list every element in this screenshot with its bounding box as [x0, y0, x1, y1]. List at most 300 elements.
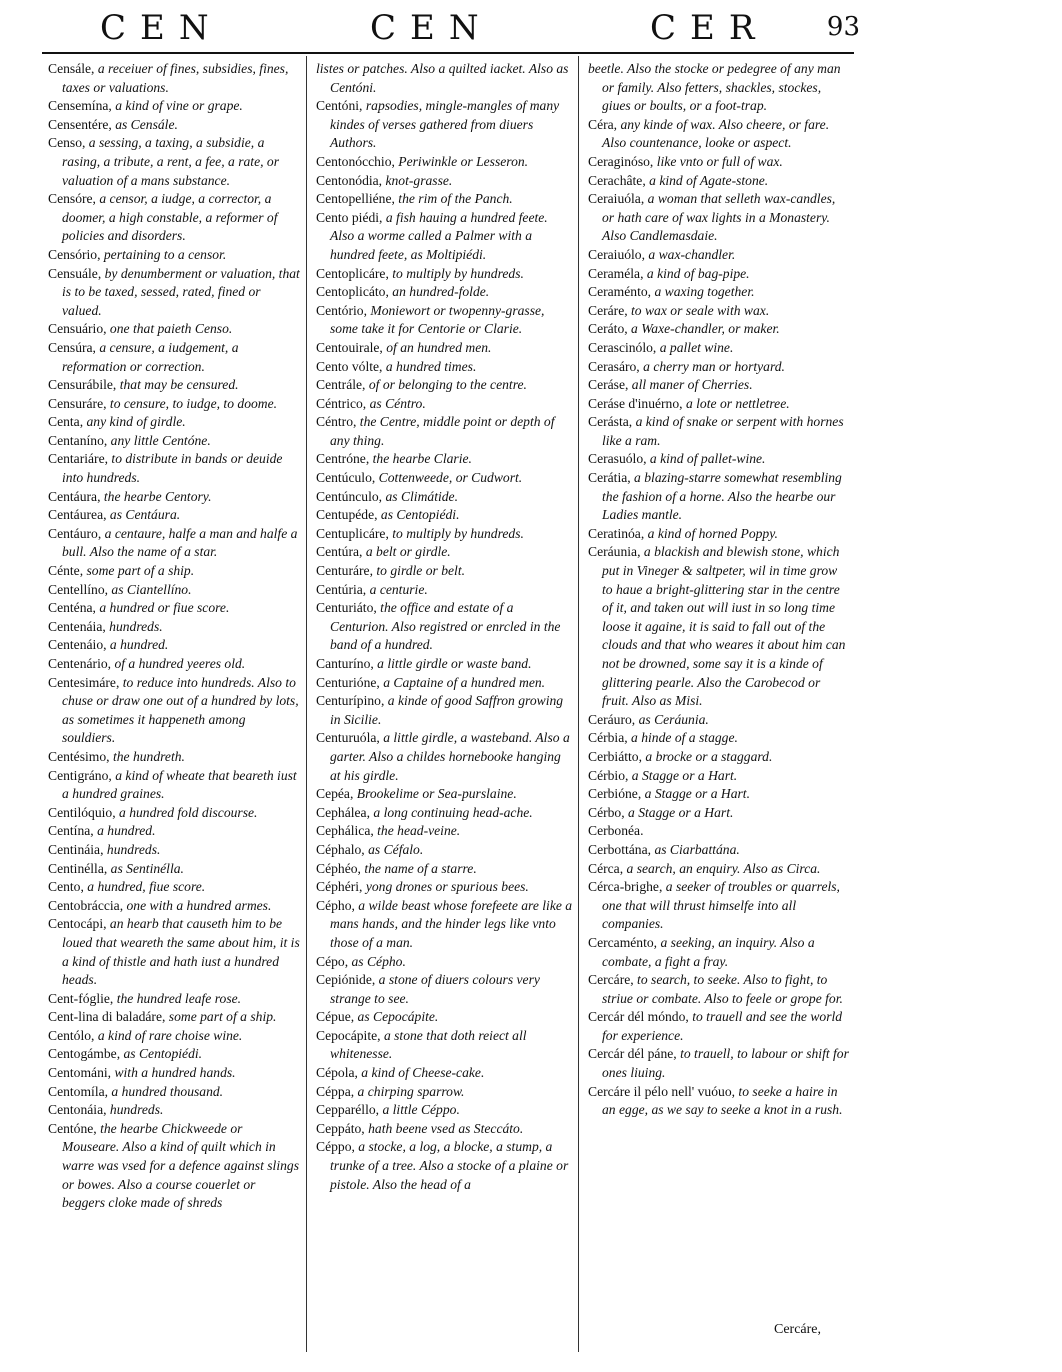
entry-headword: Cerátia, — [588, 470, 631, 486]
entry-headword: Centúnculo, — [316, 488, 383, 504]
entry-headword: Centesimáre, — [48, 674, 120, 690]
dictionary-entry — [48, 506, 300, 525]
entry-definition: the office and estate of a Centurion. Also registred or enrcled in the band of a hundred. — [330, 600, 561, 653]
entry-headword: Céphalo, — [316, 841, 365, 857]
entry-headword: Censúra, — [48, 339, 96, 355]
dictionary-entry — [316, 60, 574, 97]
entry-definition: any kinde of wax. Also cheere, or fare. Also countenance, looke or aspect. — [602, 116, 830, 151]
dictionary-entry — [48, 190, 300, 246]
entry-headword: Cercaménto, — [588, 934, 658, 950]
entry-headword: Cérbio, — [588, 767, 629, 783]
dictionary-entry — [316, 785, 574, 804]
entry-definition: a sessing, a taxing, a subsidie, a rasing, a tribute, a rent, a fee, a rate, or valuation of a mans substance. — [62, 135, 279, 188]
entry-headword: Cerásta, — [588, 414, 633, 430]
dictionary-entry — [48, 562, 300, 581]
entry-headword: Censentére, — [48, 116, 112, 132]
dictionary-entry — [48, 265, 300, 321]
dictionary-entry — [316, 897, 574, 953]
entry-headword: Céntrico, — [316, 395, 367, 411]
entry-headword: Cépo, — [316, 953, 349, 969]
entry-definition: as Centopiédi. — [120, 1046, 203, 1062]
dictionary-entry — [588, 1008, 850, 1045]
entry-definition: a seeker of troubles or quarrels, one that will thrust himselfe into all companies. — [602, 879, 840, 932]
entry-headword: Centáuro, — [48, 525, 102, 541]
dictionary-entry — [316, 190, 574, 209]
entry-headword: Centóni, — [316, 98, 363, 114]
entry-definition: any kind of girdle. — [83, 414, 186, 430]
entry-headword: Céphéri, — [316, 879, 363, 895]
entry-definition: that may be censured. — [116, 377, 239, 393]
entry-definition: to distribute in bands or deuide into hundreds. — [62, 451, 283, 486]
entry-definition: a stocke, a log, a blocke, a stump, a trunke of a tree. Also a stocke of a plaine or pistole. Also the head of a — [330, 1139, 569, 1192]
dictionary-entry — [48, 1101, 300, 1120]
entry-definition: to multiply by hundreds. — [388, 265, 524, 281]
dictionary-entry — [48, 841, 300, 860]
column-divider — [306, 56, 307, 1352]
entry-headword: Ceraiuóla, — [588, 191, 645, 207]
entry-headword: Centinélla, — [48, 860, 108, 876]
entry-headword: Ceráuro, — [588, 711, 636, 727]
dictionary-entry — [316, 692, 574, 729]
entry-headword: Centenário, — [48, 656, 112, 671]
entry-definition: an hundred-folde. — [388, 284, 490, 300]
entry-headword: Centenáia, — [48, 618, 106, 634]
dictionary-entry — [316, 822, 574, 841]
entry-definition: a chirping sparrow. — [354, 1083, 465, 1099]
entry-headword: Céra, — [588, 116, 618, 132]
dictionary-entry — [48, 97, 300, 116]
dictionary-entry — [48, 1120, 300, 1213]
entry-headword: Centório, — [316, 302, 367, 318]
entry-headword: Centonócchio, — [316, 153, 395, 169]
dictionary-entry — [48, 655, 300, 674]
entry-headword: Centína, — [48, 823, 94, 839]
entry-definition: hath beene vsed as Steccáto. — [364, 1120, 524, 1136]
dictionary-entry — [48, 618, 300, 637]
entry-definition: a centurie. — [366, 581, 428, 597]
entry-definition: some part of a ship. — [165, 1009, 277, 1025]
dictionary-entry — [588, 246, 850, 265]
dictionary-entry — [316, 599, 574, 655]
entry-definition: to wax or seale with wax. — [627, 302, 770, 318]
entry-definition: a wax-chandler. — [645, 246, 736, 262]
entry-definition: all maner of Cherries. — [628, 377, 753, 393]
dictionary-entry — [316, 953, 574, 972]
entry-headword: Ceraménto, — [588, 284, 652, 300]
entry-definition: a lote or nettletree. — [682, 395, 790, 411]
entry-definition: a search, an enquiry. Also as Circa. — [623, 860, 821, 876]
entry-definition: as Centopiédi. — [377, 507, 460, 523]
entry-definition: a hundred thousand. — [108, 1083, 224, 1099]
column-1 — [48, 60, 300, 1213]
entry-headword: Cepocápite, — [316, 1027, 381, 1043]
dictionary-entry — [48, 1083, 300, 1102]
page-number: 93 — [826, 12, 860, 42]
entry-definition: one with a hundred armes. — [123, 897, 272, 913]
entry-definition: a hundred times. — [382, 358, 477, 374]
entry-definition: Moniewort or twopenny-grasse, some take it for Centorie or Clarie. — [330, 302, 545, 337]
entry-headword: Cephálica, — [316, 823, 374, 839]
dictionary-entry — [48, 1064, 300, 1083]
entry-definition: as Climátide. — [382, 488, 458, 504]
entry-headword: Centouirale, — [316, 339, 383, 355]
dictionary-entry — [588, 934, 850, 971]
entry-definition: to multiply by hundreds. — [388, 525, 524, 541]
entry-headword: Centoplicáre, — [316, 265, 389, 281]
entry-definition: the hearbe Chickweede or Mouseare. Also a kind of quilt which in warre was vsed for a defence against slings or bowes. Also a course couerlet or beggers cloke made of shreds — [62, 1120, 299, 1211]
dictionary-entry — [316, 1120, 574, 1139]
dictionary-entry — [316, 265, 574, 284]
dictionary-entry — [48, 822, 300, 841]
entry-definition: as Ciantellíno. — [108, 581, 192, 597]
header-middle-word: CEN — [370, 8, 493, 48]
entry-headword: Cercár dél páne, — [588, 1046, 677, 1062]
entry-headword: Cent-lina di baladáre, — [48, 1009, 166, 1025]
dictionary-entry — [48, 636, 300, 655]
entry-headword: Censále, — [48, 61, 95, 76]
entry-definition: a woman that selleth wax-candles, or hath care of wax lights in a Monastery. Also Candlemasdaie. — [602, 191, 836, 244]
dictionary-entry — [48, 320, 300, 339]
entry-definition: a kinde of good Saffron growing in Sicilie. — [330, 693, 564, 727]
entry-headword: Ceráse, — [588, 377, 629, 393]
entry-headword: Centurípino, — [316, 693, 385, 709]
entry-headword: Ceráunia, — [588, 544, 641, 560]
dictionary-entry — [48, 1027, 300, 1046]
entry-headword: Centonódia, — [316, 172, 383, 188]
header-left-word: CEN — [100, 8, 223, 48]
dictionary-entry — [588, 525, 850, 544]
entry-definition: a kind of wheate that beareth iust a hundred graines. — [62, 767, 297, 802]
entry-definition: a Stagge or a Hart. — [628, 767, 738, 783]
entry-definition: a little Céppo. — [379, 1102, 460, 1118]
entry-definition: a fish hauing a hundred feete. Also a worme called a Palmer with a hundred feete, as Moltipiédi. — [330, 209, 548, 262]
entry-headword: Centigráno, — [48, 767, 112, 783]
column-3 — [588, 60, 850, 1120]
entry-definition: as Censále. — [111, 116, 178, 132]
entry-headword: Centólo, — [48, 1027, 95, 1043]
entry-definition: the hearbe Centory. — [100, 488, 212, 504]
dictionary-entry — [588, 153, 850, 172]
dictionary-entry — [48, 450, 300, 487]
entry-definition: rapsodies, mingle-mangles of many kindes of verses gathered from diuers Authors. — [330, 98, 560, 151]
entry-definition: a kind of Agate-stone. — [645, 172, 769, 188]
dictionary-entry — [48, 581, 300, 600]
dictionary-entry — [48, 413, 300, 432]
entry-definition: a kind of Cheese-cake. — [357, 1065, 485, 1081]
entry-headword: Canturíno, — [316, 656, 374, 671]
entry-definition: a hundred. — [93, 823, 156, 839]
entry-definition: as Ciarbattána. — [651, 841, 740, 857]
entry-definition: a centaure, halfe a man and halfe a bull. Also the name of a star. — [62, 525, 298, 560]
entry-headword: Cérbo, — [588, 804, 625, 820]
entry-definition: Brookelime or Sea-purslaine. — [353, 786, 517, 802]
entry-definition: beetle. Also the stocke or pedegree of any man or family. Also fetters, shackles, stockes, giues or boults, or a foot-trap. — [588, 61, 841, 114]
entry-definition: as Centáura. — [106, 507, 181, 523]
column-2 — [316, 60, 574, 1194]
entry-headword: Centomíla, — [48, 1083, 109, 1099]
entry-definition: to reduce into hundreds. Also to chuse or draw one out of a hundred by lots, as sometimes it happeneth among souldiers. — [62, 674, 299, 746]
entry-headword: Censemína, — [48, 98, 112, 114]
entry-headword: Centésimo, — [48, 748, 110, 764]
dictionary-entry — [316, 674, 574, 693]
entry-headword: Centáurea, — [48, 507, 107, 523]
dictionary-entry — [48, 488, 300, 507]
dictionary-entry — [48, 674, 300, 748]
dictionary-entry — [316, 358, 574, 377]
entry-definition: a little girdle or waste band. — [373, 656, 532, 671]
entry-headword: Cerbonéa. — [588, 823, 644, 839]
dictionary-entry — [316, 860, 574, 879]
entry-headword: Céppo, — [316, 1139, 355, 1155]
dictionary-entry — [316, 302, 574, 339]
entry-headword: Cépue, — [316, 1009, 355, 1025]
entry-headword: Cephálea, — [316, 804, 370, 820]
entry-definition: a kind of snake or serpent with hornes like a ram. — [602, 414, 844, 448]
entry-definition: the name of a starre. — [360, 860, 477, 876]
dictionary-entry — [316, 1138, 574, 1194]
entry-headword: Cépho, — [316, 897, 355, 913]
dictionary-entry — [588, 395, 850, 414]
entry-definition: a receiuer of fines, subsidies, fines, taxes or valuations. — [62, 61, 289, 95]
entry-definition: a kind of horned Poppy. — [644, 525, 778, 541]
entry-headword: Ceratinóa, — [588, 525, 645, 541]
dictionary-entry — [316, 209, 574, 265]
dictionary-entry — [316, 283, 574, 302]
entry-headword: Centrále, — [316, 377, 366, 393]
entry-definition: a censor, a iudge, a corrector, a doomer, a high constable, a reformer of policies and disorders. — [62, 191, 278, 244]
entry-definition: listes or patches. Also a quilted iacket. Also as Centóni. — [316, 61, 569, 95]
entry-definition: Periwinkle or Lesseron. — [394, 153, 529, 169]
dictionary-entry — [48, 134, 300, 190]
dictionary-entry — [588, 116, 850, 153]
entry-definition: to trauell and see the world for experience. — [602, 1009, 843, 1043]
dictionary-entry — [588, 1083, 850, 1120]
entry-definition: the head-veine. — [373, 823, 461, 839]
dictionary-entry — [48, 1008, 300, 1027]
dictionary-entry — [316, 562, 574, 581]
entry-definition: hundreds. — [105, 618, 163, 634]
entry-definition: Cottenweede, or Cudwort. — [375, 470, 523, 486]
dictionary-entry — [588, 265, 850, 284]
entry-definition: a wilde beast whose forefeete are like a mans hands, and the hinder legs like vnto those of a man. — [330, 897, 573, 950]
dictionary-entry — [48, 246, 300, 265]
entry-headword: Cerasáro, — [588, 358, 640, 374]
entry-definition: the Centre, middle point or depth of any thing. — [330, 414, 555, 448]
dictionary-entry — [316, 469, 574, 488]
entry-headword: Ceraiuólo, — [588, 246, 646, 262]
dictionary-entry — [588, 172, 850, 191]
dictionary-entry — [588, 339, 850, 358]
dictionary-entry — [316, 450, 574, 469]
dictionary-entry — [316, 506, 574, 525]
entry-headword: Censo, — [48, 135, 86, 151]
dictionary-entry — [316, 971, 574, 1008]
entry-headword: Centóne, — [48, 1120, 97, 1136]
dictionary-entry — [316, 878, 574, 897]
dictionary-entry — [316, 97, 574, 153]
entry-definition: a hundred fold discourse. — [115, 804, 258, 820]
header-right-word: CER — [650, 8, 769, 48]
entry-definition: of or belonging to the centre. — [365, 377, 527, 393]
dictionary-entry — [588, 376, 850, 395]
dictionary-entry — [588, 413, 850, 450]
dictionary-entry — [48, 60, 300, 97]
dictionary-entry — [48, 395, 300, 414]
entry-headword: Centellíno, — [48, 581, 109, 597]
entry-headword: Centupéde, — [316, 507, 378, 523]
entry-definition: a Captaine of a hundred men. — [379, 674, 546, 690]
dictionary-entry — [588, 1045, 850, 1082]
entry-definition: to censure, to iudge, to doome. — [106, 395, 278, 411]
entry-headword: Centurióne, — [316, 674, 380, 690]
entry-definition: a censure, a iudgement, a reformation or correction. — [62, 339, 239, 374]
dictionary-entry — [588, 767, 850, 786]
entry-definition: a long continuing head-ache. — [369, 804, 533, 820]
entry-headword: Cento vólte, — [316, 358, 383, 374]
entry-definition: with a hundred hands. — [111, 1065, 236, 1081]
entry-headword: Cérca-brighe, — [588, 879, 663, 895]
dictionary-entry — [48, 767, 300, 804]
entry-definition: a kind of rare choise wine. — [94, 1027, 243, 1043]
entry-headword: Centuplicáre, — [316, 525, 389, 541]
entry-definition: as Ceráunia. — [635, 711, 709, 727]
running-header — [40, 6, 860, 46]
entry-definition: any little Centóne. — [107, 432, 211, 448]
entry-headword: Censóre, — [48, 191, 96, 207]
entry-definition: to seeke a haire in an egge, as we say to seeke a knot in a rush. — [602, 1083, 843, 1118]
entry-definition: as Céntro. — [366, 395, 426, 411]
entry-headword: Cento piédi, — [316, 209, 383, 225]
dictionary-entry — [588, 822, 850, 841]
entry-definition: a little girdle, a wasteband. Also a garter. Also a childes hornebooke hanging at his girdle. — [330, 730, 570, 783]
entry-headword: Centuruóla, — [316, 730, 380, 746]
dictionary-entry — [588, 729, 850, 748]
dictionary-entry — [588, 711, 850, 730]
entry-definition: hundreds. — [103, 841, 161, 857]
entry-headword: Centróne, — [316, 451, 370, 467]
dictionary-entry — [316, 413, 574, 450]
entry-headword: Cérbia, — [588, 730, 628, 746]
entry-definition: a Waxe-chandler, or maker. — [627, 321, 780, 337]
dictionary-entry — [48, 990, 300, 1009]
entry-headword: Centogámbe, — [48, 1046, 121, 1062]
entry-definition: a seeking, an inquiry. Also a combate, a fight a fray. — [602, 934, 815, 969]
dictionary-entry — [48, 116, 300, 135]
dictionary-entry — [48, 525, 300, 562]
dictionary-entry — [48, 860, 300, 879]
entry-definition: hundreds. — [106, 1102, 164, 1118]
dictionary-entry — [588, 283, 850, 302]
entry-headword: Centobráccia, — [48, 897, 124, 913]
entry-definition: of a hundred yeeres old. — [111, 656, 246, 671]
entry-definition: a kind of bag-pipe. — [643, 265, 750, 281]
dictionary-entry — [48, 804, 300, 823]
dictionary-entry — [588, 320, 850, 339]
dictionary-entry — [316, 376, 574, 395]
dictionary-entry — [588, 302, 850, 321]
header-rule — [42, 52, 854, 54]
entry-definition: a cherry man or hortyard. — [639, 358, 785, 374]
entry-headword: Centenáio, — [48, 637, 107, 653]
entry-headword: Céntro, — [316, 414, 357, 430]
entry-definition: of an hundred men. — [382, 339, 492, 355]
dictionary-entry — [316, 581, 574, 600]
entry-headword: Censuále, — [48, 265, 102, 281]
entry-headword: Censório, — [48, 246, 101, 262]
dictionary-entry — [48, 915, 300, 989]
entry-headword: Cerbiátto, — [588, 748, 642, 764]
entry-definition: like vnto or full of wax. — [653, 153, 783, 169]
column-divider — [578, 56, 579, 1352]
entry-definition: yong drones or spurious bees. — [362, 879, 529, 895]
entry-headword: Centilóquio, — [48, 804, 116, 820]
dictionary-entry — [588, 785, 850, 804]
entry-definition: to search, to seeke. Also to fight, to striue or combate. Also to feele or grope for. — [602, 972, 843, 1006]
dictionary-entry — [316, 172, 574, 191]
entry-definition: a kind of pallet-wine. — [646, 451, 766, 467]
dictionary-entry — [588, 971, 850, 1008]
entry-headword: Centuriáto, — [316, 600, 377, 616]
entry-headword: Centáura, — [48, 488, 101, 504]
entry-headword: Ceráre, — [588, 302, 628, 318]
entry-definition: as Cepocápite. — [354, 1009, 439, 1025]
dictionary-entry — [316, 1027, 574, 1064]
entry-definition: a hundred, fiue score. — [83, 879, 206, 895]
dictionary-entry — [588, 358, 850, 377]
entry-definition: one that paieth Censo. — [106, 321, 233, 337]
entry-definition: a kind of vine or grape. — [111, 98, 243, 114]
entry-definition: a blazing-starre somewhat resembling the fashion of a horne. Also the hearbe our Ladies mantle. — [602, 470, 842, 523]
dictionary-entry — [316, 1064, 574, 1083]
entry-definition: a belt or girdle. — [362, 544, 451, 560]
dictionary-entry — [588, 450, 850, 469]
entry-definition: a stone that doth reiect all whitenesse. — [330, 1027, 527, 1062]
entry-headword: Cerasuólo, — [588, 451, 647, 467]
dictionary-entry — [316, 395, 574, 414]
entry-headword: Centúria, — [316, 581, 367, 597]
entry-definition: a pallet wine. — [656, 339, 734, 355]
entry-definition: by denumberment or valuation, that is to be taxed, sessed, rated, fined or valued. — [62, 265, 300, 318]
entry-definition: a blackish and blewish stone, which put in Vineger & saltpeter, wil in time grow to haue a bright-glittering star in the centre of it, and taken out will iust in so long time loose it againe, it is said to fall out of the clouds and that who weares it about him can not be drowned, some say it is a kinde of glittering pearle. Also the Carobecod or fruit. Also as Misi. — [602, 544, 846, 709]
dictionary-entry — [316, 339, 574, 358]
entry-definition: a Stagge or a Hart. — [624, 804, 734, 820]
entry-headword: Centariáre, — [48, 451, 109, 467]
dictionary-entry — [316, 1008, 574, 1027]
entry-headword: Ceráse d'inuérno, — [588, 395, 683, 411]
dictionary-entry — [48, 878, 300, 897]
entry-headword: Censuário, — [48, 321, 107, 337]
entry-definition: a stone of diuers colours very strange to see. — [330, 972, 540, 1006]
entry-headword: Cеppáto, — [316, 1120, 365, 1136]
entry-headword: Cepéa, — [316, 786, 354, 802]
entry-headword: Centináia, — [48, 841, 104, 857]
dictionary-entry — [48, 432, 300, 451]
dictionary-entry — [316, 1083, 574, 1102]
entry-definition: an hearb that causeth him to be loued that weareth the same about him, it is a kind of thistle and hath iust a hundred heads. — [62, 916, 300, 988]
entry-headword: Censuráre, — [48, 395, 107, 411]
entry-headword: Cercáre il pélo nell' vuóuo, — [588, 1083, 736, 1099]
entry-headword: Centonáia, — [48, 1102, 107, 1118]
dictionary-entry — [588, 878, 850, 934]
entry-headword: Centúculo, — [316, 470, 376, 486]
entry-headword: Cepparéllo, — [316, 1102, 380, 1118]
entry-definition: a hundred. — [106, 637, 169, 653]
entry-headword: Cerbottána, — [588, 841, 652, 857]
entry-definition: the hundreth. — [109, 748, 185, 764]
catchword: Cercáre, — [774, 1322, 822, 1337]
dictionary-entry — [316, 543, 574, 562]
dictionary-entry — [588, 60, 850, 116]
